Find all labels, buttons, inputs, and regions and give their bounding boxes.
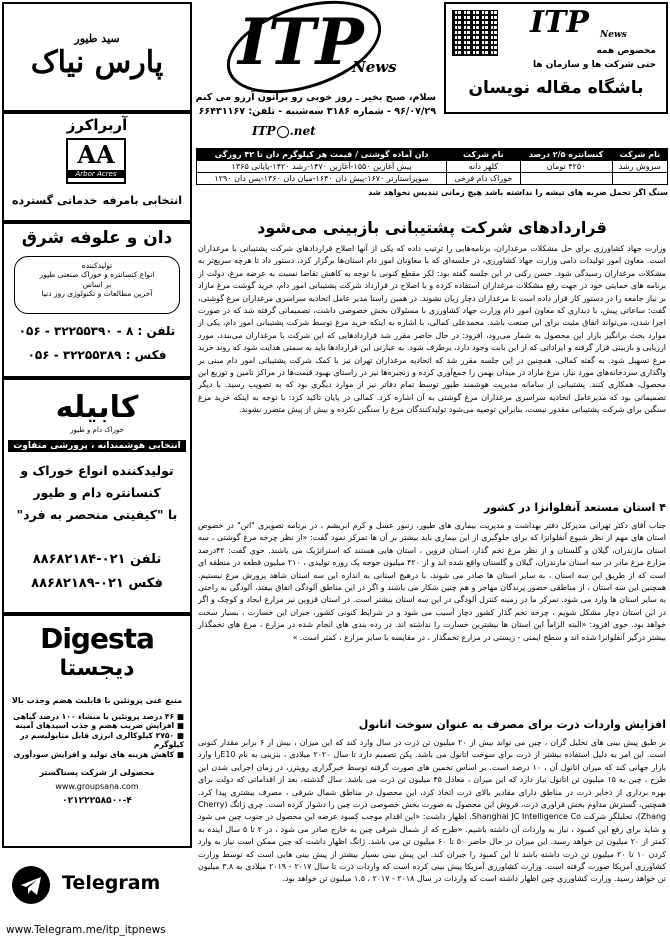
promo-itp-logo: ITP (530, 5, 589, 40)
col-concentrate: کنسانتره ۲/۵ درصد (520, 149, 612, 161)
kabileh-phone: تلفن ۰۲۱-۸۸۶۸۲۱۸۴ (32, 552, 162, 567)
promo-box[interactable] (444, 2, 668, 114)
col-caption: دان آماده گوشتی / قیمت هر کیلوگرم دان تا ۴۲ روزگی (197, 149, 447, 161)
kabileh-slogan: انتخابی هوشمندانه ، پرورشی متفاوت (8, 440, 186, 452)
promo-line-1: مخصوص همه (596, 46, 656, 56)
promo-club: باشگاه مقاله نویسان (468, 78, 644, 98)
kabileh-text: تولیدکننده انواع خوراک و کنسانتره دام و طیور با "کیفیتی منحصر به فرد" (16, 463, 178, 522)
arbor-tagline-left: خدماتی گسترده (12, 194, 98, 207)
ad-digesta[interactable] (2, 614, 192, 848)
greeting: سلام، صبح بخیر ـ روز خوبی رو براتون آرزو می کنم (195, 92, 436, 103)
article-3-body: بر طبق پیش بینی های تحلیل گران ، چین می تواند بیش از ۲۰ میلیون تن ذرت در سال وارد کند که این میزان ، بیش از ۶ برابر مقدار کنونی است. این امر به دلیل استفاده بیشتر از ذرت برای سوخت اتانول می باشد. پکن تصمیم دارد تا سال ۲۰۲۰ میلادی ، بنزینی به نام E10را وارد بازار جهانی کند که میزان اتانول آن ، ۱۰ درصد است. بر اساس تخمین های صورت گرفته توسط خبرگزاری رویترز، در زمان اجرایی شدن این طرح ، چین به ۱۵ میلیون تن اتانول نیاز دارد که این میزان ، معادل ۴۵ میلیون تن ذرت می باشد. سال گذشته، بعد از اقداماتی که دولت برای بهره برداری از ذخایر ذرت در مناطق دارای مقادیر بالای ذرت اتخاذ کرد، این محصول در مناطق شمال شرقی ، مصرف بیشتری پیدا کرد. همچنین، گسترش مداوم بخش فراوری ذرت، فروش این محصول به صورت بخش خصوصی ذرت چین را دشوار کرده است. چری ژانگ (Cherry Zhang)، تحلیلگر شرکت Shanghai JC Intelligence Co. اظهار داشت: «این اقدام موجب کمبود عرضه این محصول در جنوب چین می شود و شاید برای رفع این کمبود ، نیاز به واردات آن داشته باشیم. «طرح که از شمال شرقی چین به خارج صادر می شود ، در ۲ تا ۵ سال آینده به کمتر از ۲۰ میلیون تن خواهد رسید. این میزان در حال حاضر ۵۰ تا ۶۰ میلیون تن می باشد. ژانگ اظهار داشت که چین ممکن است نیاز به وارد کردن ۱۰ تا ۲۰ میلیون تن ذرت داشته باشد تا این کمبود را جبران کند. این پیش بینی بسیار بیشتر از پیش بینی هایی است که توسط وزارت کشاورزی آمریکا صورت گرفته است. وزارت کشاورزی آمریکا پیش بینی کرده است که واردات ذرت تا سال ۲۰۱۷ - ۲۰۱۹ میلادی به ۳.۸ میلیون تن خواهد رسید. وزارت کشاورزی چین اظهار داشته است که واردات در سال ۲۰۱۸ - ۲۰۱۷ ، ۱.۵ میلیون تن خواهد بود. (198, 738, 666, 884)
digesta-bullet: ■ کاهش هزینه های تولید و افزایش سودآوری (13, 749, 184, 759)
ads-column (2, 2, 192, 948)
digesta-brand-fa: دیجستا (59, 656, 135, 681)
col-company-2: نام شرکت (447, 149, 520, 161)
davn-phone: تلفن : ۸ - ۳۲۲۵۵۳۹۰ - ۰۵۶ (18, 324, 176, 338)
article-2-title: ۴ استان مستعد آنفلوانزا در کشور (483, 501, 666, 514)
digesta-url[interactable]: www.groupsana.com (55, 782, 139, 791)
arbor-acres-logo: AA Arbor Acres (66, 138, 126, 184)
digesta-subtitle: منبع غنی پروتئین با قابلیت هضم وجذب بالا (11, 696, 183, 705)
ad-kabileh[interactable] (2, 378, 192, 614)
table-row: سروش رشد ۴۲۵۰ تومان کلهر دانه پیش آغازین ۱۵۵۰-آغازین ۱۴۷۰-رشد ۱۴۲۰-پایانی ۱۳۶۵ (197, 161, 668, 173)
article-1-title: قراردادهای شرکت پشتیبانی بازبینی می‌شود (257, 218, 607, 237)
table-row: خوراک دام فرخی سوپراستارتر ۱۶۷۰-پیش دان ۱۶۴۰-میان دان ۱۳۶۰-پس دان ۱۲۹۰ (197, 173, 668, 185)
qr-code-icon[interactable] (452, 10, 498, 56)
at-icon (277, 126, 289, 138)
article-3-title: افزایش واردات ذرت برای مصرف به عنوان سوخت اتانول (358, 718, 666, 731)
promo-line-2: حتی شرکت ها و سازمان ها (532, 60, 656, 70)
ad-davn-shargh[interactable] (2, 222, 192, 378)
pars-brand: پارس نیاک (30, 45, 164, 80)
kabileh-logo: کابیله (55, 390, 139, 425)
ad-arbor-acres[interactable] (2, 112, 192, 222)
promo-itp-news: News (600, 30, 627, 40)
davn-description: تولیدکننده انواع کنسانتره و خوراک صنعتی طیور بر اساس آخرین مطالعات و تکنولوژی روز دنیا (14, 256, 180, 314)
davn-fax: فکس : ۳۲۲۵۵۳۸۹ - ۰۵۶ (27, 348, 167, 362)
ad-pars-niak[interactable] (2, 2, 192, 112)
masthead (196, 0, 440, 148)
quote-note: سنگ اگر تحمل ضربه های تیشه را نداشته باشد هیچ زمانی تندیس نخواهد شد (368, 188, 668, 197)
arbor-tagline-right: انتخابی بامرفه (102, 194, 182, 207)
telegram-url[interactable]: www.Telegram.me/itp_itpnews (6, 924, 166, 936)
telegram-icon (12, 866, 50, 904)
digesta-brand-en: Digesta (40, 622, 154, 655)
digesta-bullet: ■ ۲۷۵۰ کیلوکالری انرژی قابل متابولیسم در کیلوگرم (20, 730, 184, 750)
arbor-title: آربراکرز (66, 116, 128, 134)
digesta-company: محصولی از شرکت پسناگستر (39, 768, 155, 777)
digesta-bullet: ■ افزایش ضریب هضم و جذب اسیدهای آمینه (15, 721, 184, 731)
digesta-bullet: ■ ۴۶ درصد پروتئین با منشاء ۱۰۰ درصد گیاهی (13, 712, 184, 721)
article-1-body: وزارت جهاد کشاورزی برای حل مشکلات مرغداران، برنامه‌هایی را ترتیب داده که یکی از آنها اصلاح قراردادهای شرکت پشتیبانی با مرغداران است. معاون امور تولیدات دامی وزارت جهاد کشاورزی، در جلسه‌ای که با معاونان امور دام استان‌ها برگزار کرد، دستور داد تا هرچه سریع‌تر به مشکلات مرغداران رسیدگی شود. حسن رکنی در این جلسه گفته بود: لکر مقطع کنونی با توجه به کاهش تقاضا نسبت به عرضه مرغ، دولت از برنامه های حمایتی خود در جهت رفع مشکلات مرغداران استفاده کرده و با اصلاح در قرارداد شرکت پشتیبانی امور دام، خرید گوشت مرغ مازاد بر نیاز جامعه را در دستور کار قرار داده است تا مرغداران دچار زیان نشوند. در همین راستا مدیر عامل اتحادیه سراسری مرغداران مرغ گوشتی، گفت: ساعاتی پیش، با دیداری که معاون امور دام وزارت جهاد کشاورزی با مسئولان بخش خصوصی داشت، تصمیماتی گرفته شد که در صورت اجرا شدن، می‌تواند اتفاق مثبت برای این صنعت باشد. محمدعلی کمالی، با اشاره به اینکه خرید مرغ توسط شرکت پشتیبانی امور دام، یکی از موارد بحث برانگیز بازار این محصول به شمار می‌رود، افزود: در حال حاضر مقرر شد قراردادهایی که این شرکت با مرغداران می‌بندد، مورد ارزیابی و بازبینی قرار گرفته و ایراداتی که از این بابت وجود دارد، برطرف شود. به عبارتی این قراردادها باید به سمتی هدایت شود که روند خرید مرغ تسهیل شود. به گفته کمالی، همچنین در این جلسه مقرر شد که اتحادیه مرغداران تهران نیز با کمک شرکت پشتیبانی امور دام مبنی بر واگذاری سردخانه‌های مورد نیاز، مرغ مازاد در میدان بهمن را جمع‌آوری کرده و زنجیره‌ها نیز در راستای بهبود قیمت‌ها در مراکز تامین و توزیع این محصول، همکاری کنند. پشتیبانی از سامانه مدیریت هوشمند طیور توسط تمام دفاتر نیز از موارد دیگری بود که به تصویب رسید. با دیگر تصمیماتی بود که مدیرعامل اتحادیه سراسری مرغداران مرغ گوشتی به آن اشاره کرد. کمالی در پایان تاکید کرد: با توجه به اینکه خرید مرغ سنگین برای شرکت پشتیبانی مقدور نیست، بنابراین توصیه می‌شود تولیدکنندگان مرغ را سنگین نکرده و بیش از پیش متضرر نشوند. (198, 244, 666, 415)
itp-logo: ITP (238, 5, 364, 80)
digesta-phone: ۰۲۱۲۲۲۵۸۵۰۰-۴ (62, 796, 132, 806)
articles (198, 212, 666, 948)
site-logo[interactable]: ITP .net (252, 124, 316, 138)
kabileh-logo-sub: خوراک دام و طیور (70, 426, 124, 434)
col-company: نام شرکت (612, 149, 667, 161)
issue-info: ۹۶/۰۷/۲۹ - شماره ۳۱۸۶ سه‌شنبه - تلفن: ۶۶۴۳۱۱۶۷ (198, 106, 436, 117)
digesta-bullets (8, 712, 184, 759)
davn-title: دان و علوفه شرق (21, 228, 173, 248)
itp-logo-news: News (352, 58, 397, 76)
pars-small-text: سید طیور (74, 32, 120, 45)
telegram-label: Telegram (62, 872, 161, 894)
telegram-block[interactable] (2, 848, 192, 948)
kabileh-fax: فکس ۰۲۱-۸۸۶۸۲۱۸۹ (31, 576, 163, 591)
article-2-body: جناب آقای دکتر تهرانی مدیرکل دفتر بهداشت و مدیریت بیماری های طیور، زنبور عسل و کرم ابریشم ، در برنامه تصویری "اتن" در خصوص استان های مهم از نظر شیوع آنفلوانزا که برای جلوگیری از این بیماری باید بیشتر بر آن ها تمرکز نمود گفت: «از نظر چرخه مرغ گوشتی ، سه استان مازندران، گیلان و گلستان و از نظر مرغ تخم گذار، استان قزوین ، استان هایی هستند که استراتژیک می باشند. حوی گفت: ۴۲درصد مزارع مرغ مادر در سه استان مازندران، گیلان و گلستان واقع شده اند و از ۴۲۰ میلیون جوجه یک روزه تولیدی ، ۲۱۰ میلیون قطعه در منطقه ای است که از طریق این سه استان ، به سایر استان ها صادر می شوند، با درهیچ استانی به اندازه این سه استان شاهد پرورش مرغ نیستیم. همچنین این سه استان ، از مناطقی حضور پرندگان مهاجر و هم چنین شکار می باشند و اگر در این مناطق آلودگی اتفاق بیفتد، آلودگی به راحتی به سایر استان ها وارد می شود. تمرکز ما در زمینه کنترل آلودگی در این سه استان بیشتر است. در استان قزوین نیز مزارع ایجاد و کوچک و اگر در این استان دچار مشکل شویم ، چرخه تخم گذار کشور دچار آسیب می شود و در شرایط کنونی کشور، جبران این خسارت ، بسیار سخت خواهد بود. حوی افزود: «البته الزاماً این استان ها بیشترین خسارت را نداشته اند. در رده بندی های انجام شده در مزارع ، مرغ های تخمگذار بیشتر درگیر آنفلوانزا شده اند و سطح ایمنی - زیستی در مزارع تخمگذار ، در مقایسه با سایر مزارع ، کمتر است. » (198, 521, 666, 642)
price-table (196, 148, 668, 208)
